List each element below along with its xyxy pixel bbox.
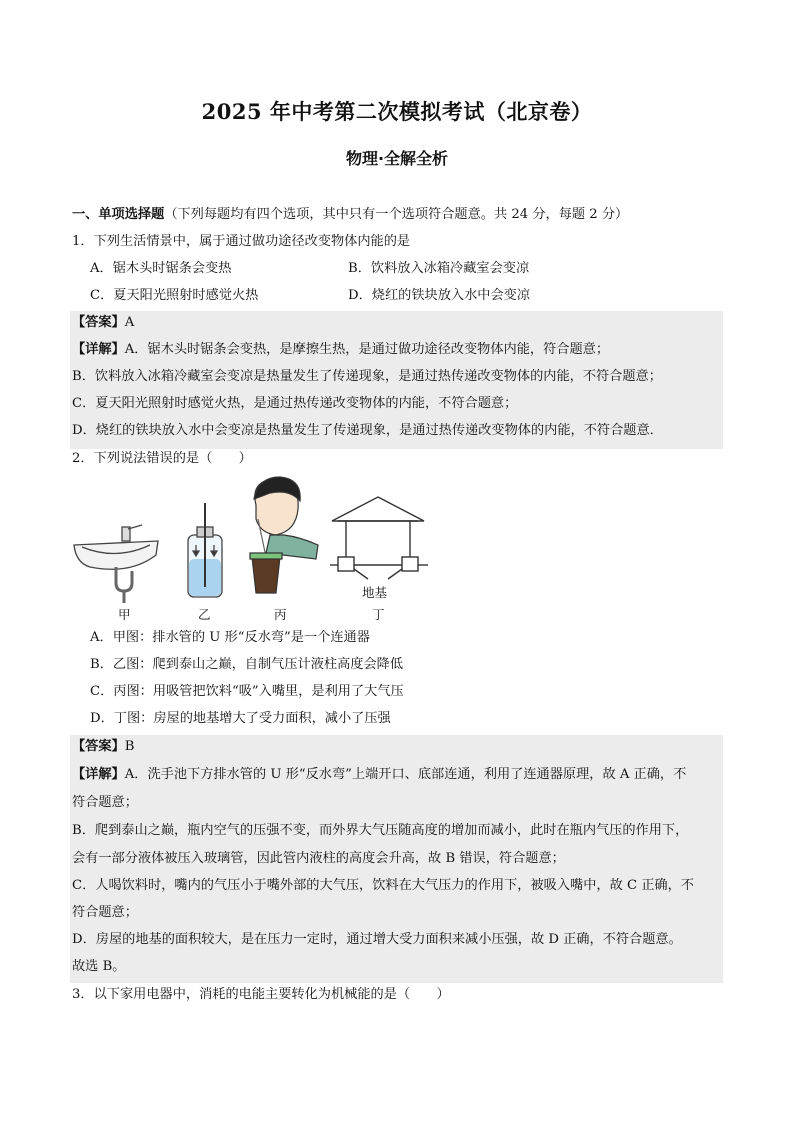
q1-detail-2: B．饮料放入冰箱冷藏室会变凉是热量发生了传递现象，是通过热传递改变物体的内能，不符合题意； [72,369,662,384]
q2-option-b: B．乙图：爬到泰山之巅，自制气压计液柱高度会降低 [90,657,404,672]
q1-detail-3: C．夏天阳光照射时感觉火热，是通过热传递改变物体的内能，不符合题意； [72,396,518,411]
q2-detail-3: C．人喝饮料时，嘴内的气压小于嘴外部的大气压，饮料在大气压力的作用下，被吸入嘴中，故 C 正确，不 [72,878,694,893]
q1-detail-1 [72,341,609,359]
q2-detail-2b: 会有一部分液体被压入玻璃管，因此管内液柱的高度会升高，故 B 错误，符合题意； [72,851,565,866]
q1-option-d: D．烧红的铁块放入水中会变凉 [348,288,531,303]
page-subtitle: 物理·全解全析 [345,149,449,168]
answer-value: A [124,315,135,330]
detail-tag: 【详解】 [72,342,125,357]
fig-label-bing: 丙 [274,607,287,622]
boy-drinking-illustration [250,477,318,593]
q1-answer [72,314,134,332]
detail-text: A．锯木头时锯条会变热，是摩擦生热，是通过做功途径改变物体内能，符合题意； [124,342,610,357]
q1-option-b: B．饮料放入冰箱冷藏室会变凉 [348,261,530,276]
section-heading [72,206,628,224]
answer-tag: 【答案】 [72,315,125,330]
q1-detail-4: D．烧红的铁块放入水中会变凉是热量发生了传递现象，是通过热传递改变物体的内能，不符合题意． [72,423,663,438]
page-title: 2025 年中考第二次模拟考试（北京卷） [201,99,593,124]
section-note: （下列每题均有四个选项，其中只有一个选项符合题意。共 24 分，每题 2 分） [164,207,629,222]
q2-figure-drawing [70,475,440,625]
q2-stem: 2．下列说法错误的是（ ） [72,451,252,466]
q2-detail-4: D．房屋的地基的面积较大，是在压力一定时，通过增大受力面积来减小压强，故 D 正确，不符合题意。 [72,932,682,947]
fig-label-diji: 地基 [362,585,388,600]
q2-conclusion: 故选 B。 [72,959,126,974]
house-foundation-illustration [330,497,428,579]
q2-detail-3b: 符合题意； [72,905,138,920]
section-title: 一、单项选择题 [72,207,165,222]
answer-tag: 【答案】 [72,739,125,754]
fig-label-jia: 甲 [118,607,131,622]
detail-tag: 【详解】 [72,767,125,782]
q1-option-a: A．锯木头时锯条会变热 [90,261,232,276]
q2-detail-1 [72,766,686,784]
detail-text: A．洗手池下方排水管的 U 形“反水弯”上端开口、底部连通，利用了连通器原理，故 A 正确，不 [124,767,687,782]
q3-stem: 3．以下家用电器中，消耗的电能主要转化为机械能的是（ ） [72,987,450,1002]
q1-option-c: C．夏天阳光照射时感觉火热 [90,288,259,303]
q2-detail-2: B．爬到泰山之巅，瓶内空气的压强不变，而外界大气压随高度的增加而减小，此时在瓶内气压的作用下， [72,823,689,838]
q1-stem: 1．下列生活情景中，属于通过做功途径改变物体内能的是 [72,234,411,249]
fig-label-yi: 乙 [198,607,211,622]
q2-option-c: C．丙图：用吸管把饮料“吸”入嘴里，是利用了大气压 [90,684,404,699]
q2-option-d: D．丁图：房屋的地基增大了受力面积，减小了压强 [90,711,391,726]
sink-illustration [74,525,158,603]
q2-option-a: A．甲图：排水管的 U 形“反水弯”是一个连通器 [90,630,370,645]
q2-answer [72,738,134,756]
fig-label-ding: 丁 [372,607,385,622]
bottle-barometer-illustration [188,503,222,597]
answer-value: B [124,739,135,754]
q2-figure [70,475,440,625]
q2-detail-1b: 符合题意； [72,795,138,810]
